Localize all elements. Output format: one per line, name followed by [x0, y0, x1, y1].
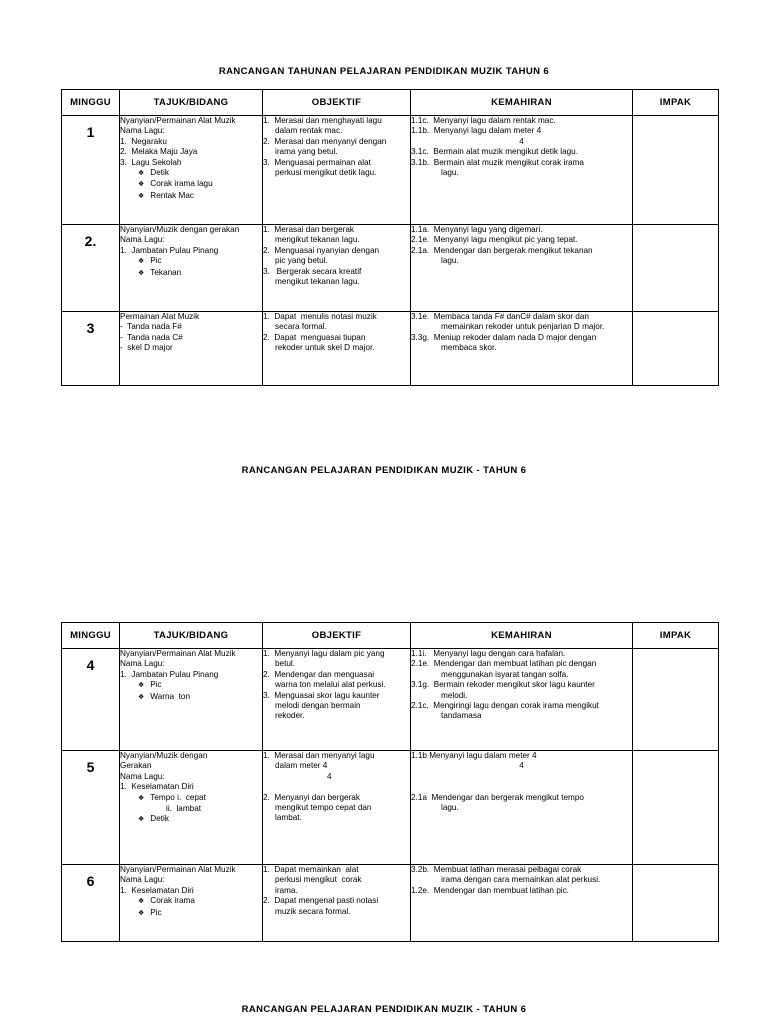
objektif-line: 1. Dapat memainkan alat [263, 865, 359, 874]
tajuk-bullet-item: ❖ Rentak Mac [120, 191, 262, 202]
objektif-line: dalam meter 4 [275, 761, 328, 771]
objektif-line: 2. Mendengar dan menguasai [263, 669, 375, 679]
tajuk-bullet-item: ❖ Corak irama [120, 896, 262, 907]
objektif-cell [263, 865, 411, 942]
table-row [62, 312, 719, 386]
objektif-line: perkusi mengikut detik lagu. [275, 168, 377, 178]
impak-cell [633, 649, 719, 751]
tajuk-line: 1. Jambatan Pulau Pinang [120, 669, 219, 679]
tajuk-line: Nyanyian/Muzik dengan gerakan [120, 225, 240, 234]
kemahiran-line: 3.1b. Bermain alat muzik mengikut corak irama [411, 157, 584, 167]
kemahiran-line: 1.1i. Menyanyi lagu dengan cara hafalan. [411, 649, 566, 658]
yearly-plan-table-2 [61, 622, 719, 942]
tajuk-cell [120, 751, 263, 865]
kemahiran-line [411, 782, 632, 792]
objektif-line: dalam rentak mac. [275, 126, 343, 136]
table-header-row [62, 623, 719, 649]
tajuk-bullet-item: ❖ Warna ton [120, 692, 262, 703]
tajuk-bullet-item: ❖ Detik [120, 168, 262, 179]
kemahiran-line: 2.1c. Mengiringi lagu dengan corak irama mengikut [411, 701, 599, 711]
objektif-line: irama yang betul. [275, 147, 338, 157]
tajuk-line: - Tanda nada F# [120, 322, 182, 332]
kemahiran-cell [411, 751, 633, 865]
table-row [62, 649, 719, 751]
column-header-minggu: MINGGU [62, 623, 120, 649]
kemahiran-line: 1.1b Menyanyi lagu dalam meter 4 [411, 751, 537, 760]
column-header-objektif: OBJEKTIF [263, 90, 411, 116]
objektif-line: 2. Dapat mengenal pasti notasi [263, 896, 379, 906]
objektif-line: 2. Menyanyi dan bergerak [263, 792, 360, 802]
tajuk-cell [120, 649, 263, 751]
tajuk-line: - skel D major [120, 343, 173, 353]
tajuk-bullet-item: ❖ Pic [120, 908, 262, 919]
kemahiran-line: 3.1e. Membaca tanda F# danC# dalam skor dan [411, 312, 589, 321]
tajuk-line: 1. Keselamatan Diri [120, 885, 194, 895]
kemahiran-line: 1.1a. Menyanyi lagu yang digemari. [411, 225, 543, 234]
week-cell [62, 649, 120, 751]
kemahiran-line: lagu. [441, 256, 459, 266]
objektif-line: 1. Menyanyi lagu dalam pic yang [263, 649, 385, 658]
document-heading-2: RANCANGAN PELAJARAN PENDIDIKAN MUZIK - TAHUN 6 [241, 465, 527, 476]
week-number: 4 [86, 657, 95, 673]
meter-denominator: 4 [519, 761, 524, 771]
tajuk-line: 1. Keselamatan Diri [120, 782, 194, 792]
table-row [62, 116, 719, 225]
week-number: 5 [86, 759, 95, 775]
column-header-impak: IMPAK [633, 623, 719, 649]
tajuk-cell [120, 865, 263, 942]
objektif-line: irama. [275, 885, 298, 895]
impak-cell [633, 751, 719, 865]
week-cell [62, 116, 120, 225]
objektif-line: secara formal. [275, 322, 327, 332]
tajuk-bullet-item: ❖ Pic [120, 680, 262, 691]
column-header-impak: IMPAK [633, 90, 719, 116]
impak-cell [633, 865, 719, 942]
week-number: 2. [84, 233, 97, 249]
meter-denominator: 4 [519, 136, 524, 146]
week-number: 3 [86, 320, 95, 336]
tajuk-line: Permainan Alat Muzik [120, 312, 200, 321]
objektif-line: mengikut tekanan lagu. [275, 235, 360, 245]
tajuk-cell [120, 116, 263, 225]
kemahiran-line: 1.1c. Menyanyi lagu dalam rentak mac. [411, 116, 556, 125]
tajuk-line: Nyanyian/Permainan Alat Muzik [120, 865, 236, 874]
tajuk-line: Nyanyian/Permainan Alat Muzik [120, 649, 236, 658]
kemahiran-line: memainkan rekoder untuk penjarian D major. [441, 322, 605, 332]
yearly-plan-table-1 [61, 89, 719, 386]
objektif-line: 2. Merasai dan menyanyi dengan [263, 136, 387, 146]
tajuk-bullet-item: ❖ Tekanan [120, 268, 262, 279]
objektif-line [263, 782, 410, 792]
column-header-kemahiran: KEMAHIRAN [411, 90, 633, 116]
document-heading-1: RANCANGAN TAHUNAN PELAJARAN PENDIDIKAN MUZIK TAHUN 6 [218, 66, 550, 77]
table-header-row [62, 90, 719, 116]
tajuk-line: 2. Melaka Maju Jaya [120, 147, 198, 157]
tajuk-line: 1. Negaraku [120, 136, 167, 146]
tajuk-line: Nama Lagu: [120, 771, 165, 781]
column-header-minggu: MINGGU [62, 90, 120, 116]
objektif-line: 1. Merasai dan menyanyi lagu [263, 751, 375, 760]
tajuk-line: Nama Lagu: [120, 659, 165, 669]
objektif-line: betul. [275, 659, 296, 669]
kemahiran-cell [411, 865, 633, 942]
objektif-line: lambat. [275, 813, 302, 823]
week-number: 6 [86, 873, 95, 889]
tajuk-line: - Tanda nada C# [120, 332, 183, 342]
objektif-cell [263, 116, 411, 225]
kemahiran-cell [411, 312, 633, 386]
column-header-kemahiran: KEMAHIRAN [411, 623, 633, 649]
impak-cell [633, 116, 719, 225]
tajuk-line: 3. Lagu Sekolah [120, 157, 182, 167]
kemahiran-line: 1.2e. Mendengar dan membuat latihan pic. [411, 885, 569, 895]
objektif-line: mengikut tempo cepat dan [275, 803, 372, 813]
objektif-line: mengikut tekanan lagu. [275, 277, 360, 287]
objektif-line: 3. Bergerak secara kreatif [263, 266, 362, 276]
kemahiran-line: irama dengan cara memainkan alat perkusi. [441, 875, 601, 885]
objektif-cell [263, 649, 411, 751]
objektif-line: 1. Dapat menulis notasi muzik [263, 312, 377, 321]
tajuk-bullet-item: ❖ Detik [120, 814, 262, 825]
column-header-tajuk: TAJUK/BIDANG [120, 90, 263, 116]
tajuk-cell [120, 312, 263, 386]
objektif-line: 1. Merasai dan menghayati lagu [263, 116, 382, 125]
kemahiran-line: 2.1a. Mendengar dan bergerak mengikut tekanan [411, 245, 593, 255]
objektif-line: rekoder untuk skel D major. [275, 343, 375, 353]
objektif-line: muzik secara formal. [275, 906, 351, 916]
table-row [62, 225, 719, 312]
table-row [62, 865, 719, 942]
table-row [62, 751, 719, 865]
objektif-line: 3. Menguasai skor lagu kaunter [263, 690, 380, 700]
objektif-line: 2. Dapat menguasai tiupan [263, 332, 366, 342]
kemahiran-line: melodi. [441, 690, 468, 700]
tajuk-line: Nama Lagu: [120, 126, 165, 136]
meter-denominator: 4 [327, 771, 332, 781]
objektif-cell [263, 225, 411, 312]
objektif-cell [263, 312, 411, 386]
kemahiran-line: tandamasa [441, 711, 482, 721]
kemahiran-line: 2.1e. Mendengar dan membuat latihan pic dengan [411, 659, 597, 669]
objektif-line: warna ton melalui alat perkusi. [275, 680, 386, 690]
objektif-cell [263, 751, 411, 865]
kemahiran-line: 3.3g. Meniup rekoder dalam nada D major dengan [411, 332, 597, 342]
week-cell [62, 865, 120, 942]
column-header-tajuk: TAJUK/BIDANG [120, 623, 263, 649]
kemahiran-line: 2.1a Mendengar dan bergerak mengikut tempo [411, 792, 584, 802]
impak-cell [633, 312, 719, 386]
kemahiran-line [411, 772, 632, 782]
tajuk-cell [120, 225, 263, 312]
tajuk-line: Nyanyian/Permainan Alat Muzik [120, 116, 236, 125]
tajuk-line: Gerakan [120, 761, 152, 771]
tajuk-bullet-item: ❖ Pic [120, 256, 262, 267]
kemahiran-line: membaca skor. [441, 343, 497, 353]
document-heading-3: RANCANGAN PELAJARAN PENDIDIKAN MUZIK - TAHUN 6 [241, 1004, 527, 1015]
objektif-line: perkusi mengikut corak [275, 875, 362, 885]
kemahiran-line: 3.1g. Bermain rekoder mengikut skor lagu kaunter [411, 680, 595, 690]
kemahiran-cell [411, 225, 633, 312]
tajuk-line: Nama Lagu: [120, 235, 165, 245]
kemahiran-line: menggunakan isyarat tangan solfa. [441, 669, 569, 679]
kemahiran-cell [411, 649, 633, 751]
week-cell [62, 312, 120, 386]
impak-cell [633, 225, 719, 312]
objektif-line: 1. Merasai dan bergerak [263, 225, 355, 234]
week-cell [62, 751, 120, 865]
objektif-line: 2. Menguasai nyanyian dengan [263, 245, 380, 255]
tajuk-line: Nama Lagu: [120, 875, 165, 885]
week-number: 1 [86, 124, 95, 140]
tajuk-line: ii. lambat [166, 804, 202, 814]
objektif-line: 3. Menguasai permainan alat [263, 157, 371, 167]
kemahiran-line: 2.1e. Menyanyi lagu mengikut pic yang tepat. [411, 235, 578, 245]
objektif-line: melodi dengan bermain [275, 701, 361, 711]
kemahiran-line: lagu. [441, 168, 459, 178]
kemahiran-line: 3.2b. Membuat latihan merasai pelbagai corak [411, 865, 582, 874]
tajuk-bullet-item: ❖ Tempo i. cepat [120, 793, 262, 804]
week-cell [62, 225, 120, 312]
kemahiran-line: lagu. [441, 803, 459, 813]
objektif-line: rekoder. [275, 711, 305, 721]
objektif-line: pic yang betul. [275, 256, 328, 266]
kemahiran-cell [411, 116, 633, 225]
tajuk-line: 1. Jambatan Pulau Pinang [120, 245, 219, 255]
column-header-objektif: OBJEKTIF [263, 623, 411, 649]
kemahiran-line: 1.1b. Menyanyi lagu dalam meter 4 [411, 126, 542, 136]
tajuk-bullet-item: ❖ Corak irama lagu [120, 179, 262, 190]
kemahiran-line: 3.1c. Bermain alat muzik mengikut detik lagu. [411, 147, 579, 157]
tajuk-line: Nyanyian/Muzik dengan [120, 751, 208, 760]
